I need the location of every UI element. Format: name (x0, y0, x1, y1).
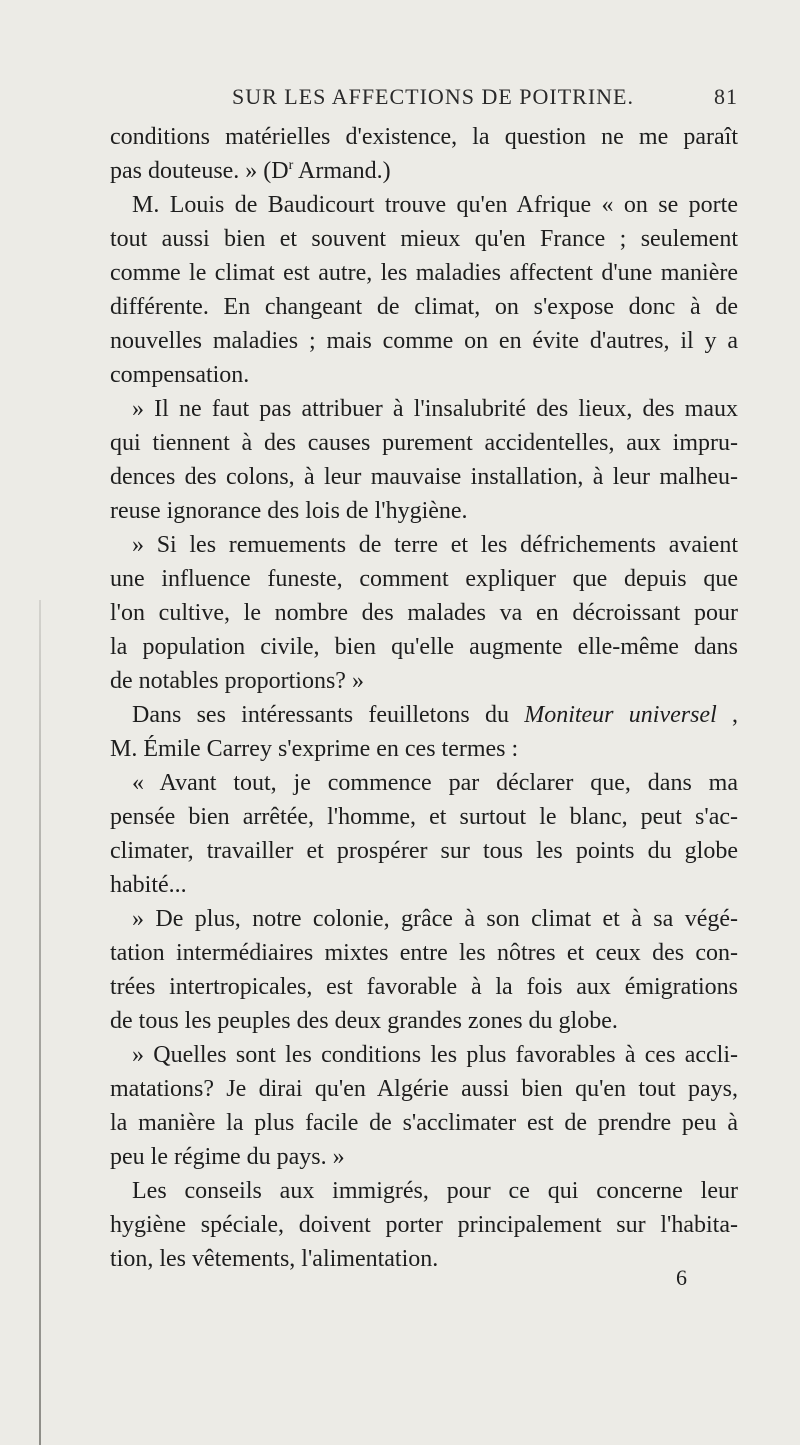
page-number: 81 (714, 84, 738, 109)
line-text: peu le régime du pays. » (110, 1144, 345, 1170)
line-text: climater, travailler et prospérer sur tous les points du globe (110, 838, 738, 864)
signature-mark: 6 (676, 1265, 687, 1290)
text-line (110, 868, 738, 902)
line-text: la population civile, bien qu'elle augmente elle-même dans (110, 634, 738, 660)
text-line (110, 596, 738, 630)
line-text: « Avant tout, je commence par déclarer que, dans ma (132, 770, 738, 796)
text-line (110, 732, 738, 766)
text-line (110, 256, 738, 290)
text-line (110, 324, 738, 358)
line-text: tation intermédiaires mixtes entre les nôtres et ceux des con- (110, 940, 738, 966)
line-text: pensée bien arrêtée, l'homme, et surtout le blanc, peut s'ac- (110, 804, 738, 830)
text-line (110, 528, 738, 562)
line-text: matations? Je dirai qu'en Algérie aussi bien qu'en tout pays, (110, 1076, 738, 1102)
line-text: qui tiennent à des causes purement accidentelles, aux impru- (110, 430, 738, 456)
line-text: de notables proportions? » (110, 668, 364, 694)
text-line (110, 970, 738, 1004)
line-text: compensation. (110, 362, 250, 388)
body-text (110, 120, 738, 1276)
text-line (110, 834, 738, 868)
line-text: de tous les peuples des deux grandes zones du globe. (110, 1008, 618, 1034)
text-line (110, 1004, 738, 1038)
line-text: trées intertropicales, est favorable à la fois aux émigrations (110, 974, 738, 1000)
text-line (110, 120, 738, 154)
line-text: Les conseils aux immigrés, pour ce qui concerne leur (132, 1178, 738, 1204)
line-text: » Quelles sont les conditions les plus favorables à ces accli- (132, 1042, 738, 1068)
text-line (110, 1242, 738, 1276)
text-line (110, 902, 738, 936)
line-text: comme le climat est autre, les maladies affectent d'une manière (110, 260, 738, 286)
text-line (110, 766, 738, 800)
text-line (110, 630, 738, 664)
text-line (110, 460, 738, 494)
text-line (110, 188, 738, 222)
line-text: nouvelles maladies ; mais comme on en évite d'autres, il y a (110, 328, 738, 354)
line-text: » Il ne faut pas attribuer à l'insalubrité des lieux, des maux (132, 396, 738, 422)
running-title: SUR LES AFFECTIONS DE POITRINE. (232, 84, 634, 109)
line-text: Dans ses intéressants feuilletons du (132, 702, 525, 728)
text-line (110, 1072, 738, 1106)
text-line (110, 698, 738, 732)
line-text: l'on cultive, le nombre des malades va en décroissant pour (110, 600, 738, 626)
line-text: dences des colons, à leur mauvaise installation, à leur malheu- (110, 464, 738, 490)
text-line (110, 800, 738, 834)
text-line (110, 1140, 738, 1174)
text-line (110, 1174, 738, 1208)
text-line (110, 1106, 738, 1140)
text-line (110, 154, 738, 188)
line-text: tout aussi bien et souvent mieux qu'en France ; seulement (110, 226, 738, 252)
text-line (110, 1038, 738, 1072)
line-text: habité... (110, 872, 187, 898)
text-line (110, 426, 738, 460)
line-text: conditions matérielles d'existence, la question ne me paraît (110, 124, 738, 150)
line-text: M. Louis de Baudicourt trouve qu'en Afrique « on se porte (132, 192, 738, 218)
superscript: r (288, 158, 294, 173)
text-line (110, 222, 738, 256)
text-line (110, 664, 738, 698)
line-text: tion, les vêtements, l'alimentation. (110, 1246, 439, 1272)
line-text-after: Armand.) (293, 158, 391, 184)
text-line (110, 936, 738, 970)
text-line (110, 562, 738, 596)
line-text-after: , (716, 702, 739, 728)
text-line (110, 392, 738, 426)
line-text: reuse ignorance des lois de l'hygiène. (110, 498, 468, 524)
text-line (110, 494, 738, 528)
text-line (110, 290, 738, 324)
line-text: » De plus, notre colonie, grâce à son climat et à sa végé- (132, 906, 738, 932)
line-text: » Si les remuements de terre et les défrichements avaient (132, 532, 738, 558)
line-text: hygiène spéciale, doivent porter principalement sur l'habita- (110, 1212, 738, 1238)
line-text: la manière la plus facile de s'acclimater est de prendre peu à (110, 1110, 738, 1136)
line-text: une influence funeste, comment expliquer que depuis que (110, 566, 738, 592)
page-edge-shadow (39, 600, 41, 1445)
line-text: différente. En changeant de climat, on s'expose donc à de (110, 294, 738, 320)
text-line (110, 1208, 738, 1242)
line-text: M. Émile Carrey s'exprime en ces termes : (110, 736, 519, 762)
italic-title: Moniteur universel (524, 702, 717, 728)
text-line (110, 358, 738, 392)
running-header (148, 84, 738, 114)
line-text: pas douteuse. » (D (110, 158, 289, 184)
